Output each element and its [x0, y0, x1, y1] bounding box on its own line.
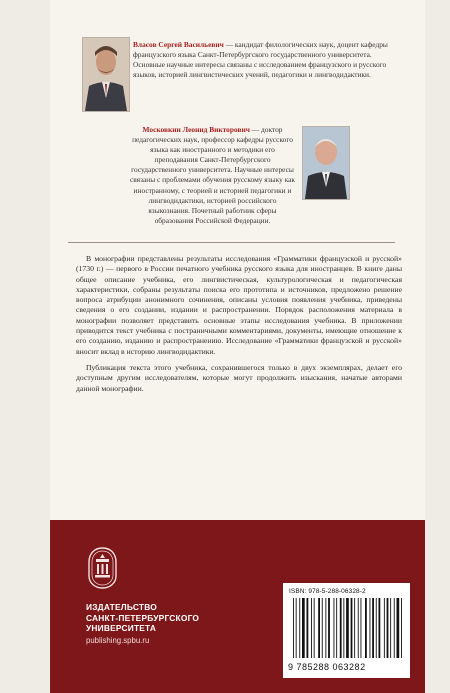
author-photo-vlasov	[82, 37, 130, 112]
spbu-emblem-icon	[86, 546, 119, 590]
barcode-number: 9 785288 063282	[288, 662, 366, 672]
publisher-name-line-2: САНКТ-ПЕТЕРБУРГСКОГО	[86, 612, 200, 623]
author-bio-2	[130, 125, 295, 226]
author-text-2: — доктор педагогических наук, профессор кафедры русского языка как иностранного и методики его преподавания Санкт-Петербургского государственного университета. Научные интересы связаны с проблемами обучения русскому языку как иностранному, с теорией и историей педагогики и лингводидактики, историей российского языкознания. Почетный работник сферы образования Российской Федерации.	[130, 125, 295, 225]
publisher-name	[86, 602, 256, 634]
right-margin	[425, 0, 450, 693]
author-bio-1	[133, 40, 398, 80]
annotation-paragraph-1: В монографии представлены результаты исследования «Грамматики французской и русской» (1730 г.) — первого в России печатного учебника русского языка для иностранцев. В книге даны общее описание учебника, его лингвистическая, культурологическая и педагогическая характеристики, собраны результаты поиска его прототипа и источников, предложено решение вопроса атрибуции анонимного сочинения, описаны условия появления учебника, приведены сведения о его создании, издании и распространении. Порядок расположения материала в монографии позволяет представить основные этапы исследования учебника. В приложении приводится текст учебника с постраничными комментариями, документы, имеющие отношение к его созданию, изданию и распространению. Исследование «Грамматики французской и русской» вносит вклад в историю лингводидактики.	[76, 254, 402, 356]
section-divider	[68, 242, 395, 243]
author-name-2: Московкин Леонид Викторович	[142, 125, 250, 134]
author-text-1: — кандидат филологических наук, доцент кафедры французского языка Санкт-Петербургского государственного университета. Основные научные интересы связаны с исследованием французского и русского языков, историей лингвистических учений, педагогики и лингводидактики.	[133, 40, 388, 80]
publisher-name-line-3: УНИВЕРСИТЕТА	[86, 623, 157, 633]
left-margin	[0, 0, 50, 693]
book-annotation	[76, 254, 402, 400]
publisher-url: publishing.spbu.ru	[86, 636, 150, 645]
author-name-1: Власов Сергей Васильевич	[133, 40, 224, 49]
barcode-image	[292, 598, 404, 658]
author-photo-moskovkin	[302, 126, 350, 200]
isbn-label: ISBN: 978-5-288-06328-2	[289, 588, 366, 595]
annotation-paragraph-2: Публикация текста этого учебника, сохранившегося только в двух экземплярах, делает его доступным другим исследователям, которые могут продолжить изыскания, начатые авторами данной монографии.	[76, 362, 402, 393]
publisher-name-line-1: ИЗДАТЕЛЬСТВО	[86, 602, 157, 612]
